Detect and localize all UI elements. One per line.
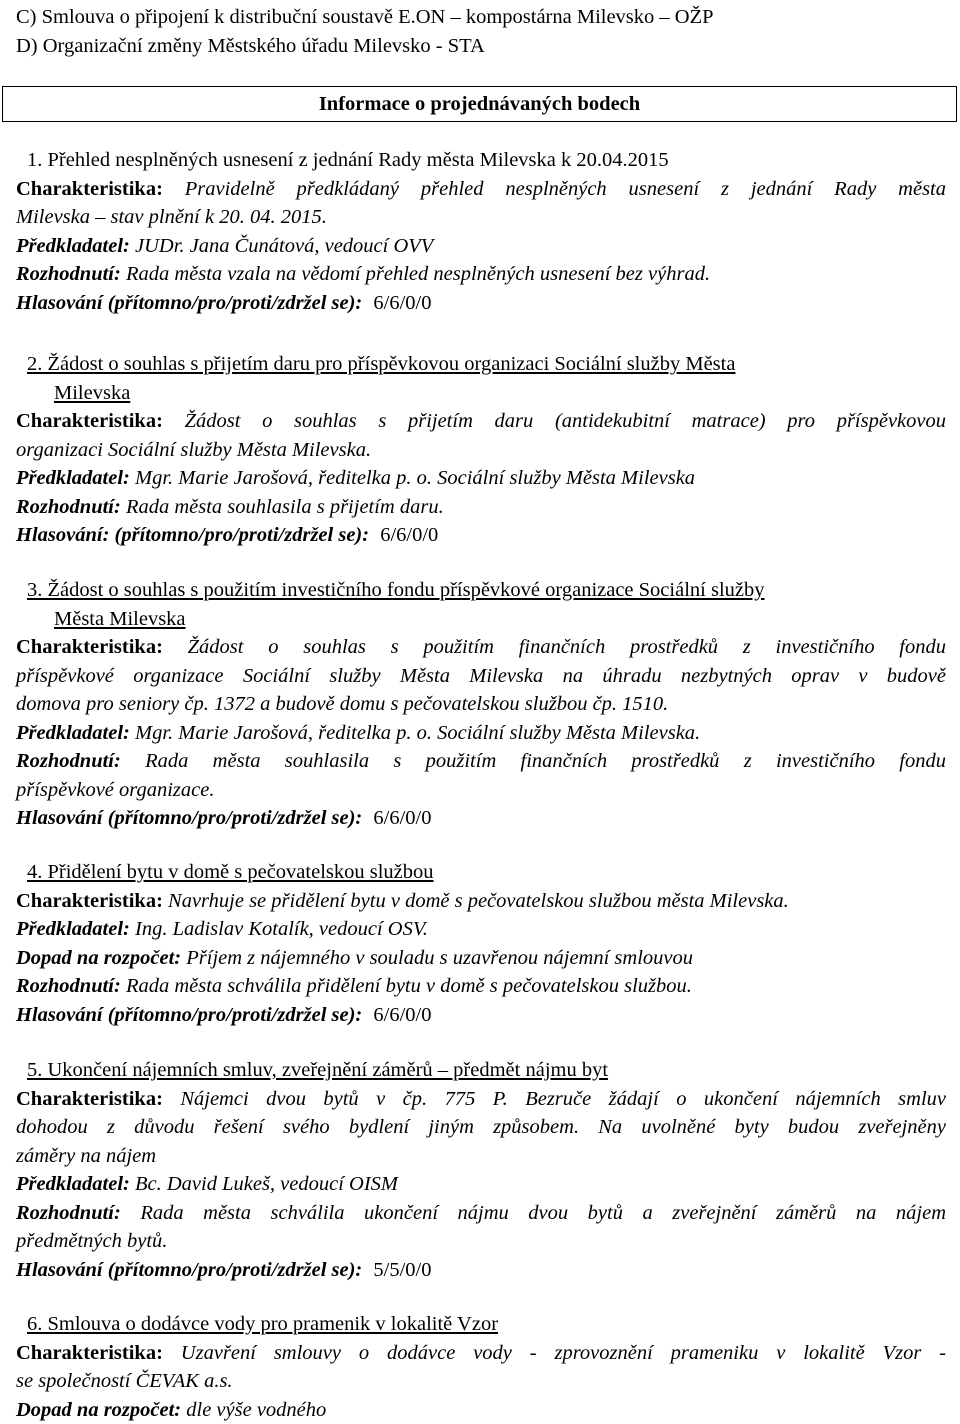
agenda-item-6 (16, 1310, 946, 1424)
item-decision: Rada města schválila ukončení nájmu dvou bytů a zveřejnění záměrů na nájem (140, 1201, 947, 1224)
banner-title: Informace o projednávaných bodech (318, 93, 641, 115)
label-predkladatel: Předkladatel: (16, 1173, 130, 1195)
label-rozhodnuti: Rozhodnutí: (16, 750, 121, 772)
vote-result: 6/6/0/0 (373, 291, 432, 314)
label-rozhodnuti: Rozhodnutí: (16, 495, 121, 518)
item-submitter: Bc. David Lukeš, vedoucí OISM (135, 1173, 398, 1195)
label-hlasovani: Hlasování (přítomno/pro/proti/zdržel se): (16, 291, 363, 314)
item-heading: 4. Přidělení bytu v domě s pečovatelskou službou (27, 861, 434, 883)
item-characteristic-cont2: domova pro seniory čp. 1372 a budově domu s pečovatelskou službou čp. 1510. (16, 693, 669, 715)
item-heading: 1. Přehled nesplněných usnesení z jednání Rady města Milevska k 20.04.2015 (27, 149, 669, 171)
header-line-d: D) Organizační změny Městského úřadu Milevsko - STA (16, 34, 485, 57)
item-decision-cont: předmětných bytů. (16, 1230, 168, 1252)
header-line-c: C) Smlouva o připojení k distribuční soustavě E.ON – kompostárna Milevsko – OŽP (16, 6, 714, 28)
agenda-item-5 (16, 1056, 946, 1284)
item-heading: 6. Smlouva o dodávce vody pro pramenik v lokalitě Vzor (27, 1313, 499, 1335)
item-heading: 5. Ukončení nájemních smluv, zveřejnění záměrů – předmět nájmu byt (27, 1059, 609, 1081)
label-hlasovani: Hlasování (přítomno/pro/proti/zdržel se): (16, 807, 363, 829)
label-hlasovani: Hlasování: (přítomno/pro/proti/zdržel se): (16, 524, 370, 546)
item-characteristic-cont: organizaci Sociální služby Města Milevska. (16, 438, 372, 461)
vote-result: 6/6/0/0 (380, 524, 439, 546)
item-heading: 3. Žádost o souhlas s použitím investičního fondu příspěvkové organizace Sociální služby (27, 579, 765, 601)
label-rozhodnuti: Rozhodnutí: (16, 975, 121, 997)
label-hlasovani: Hlasování (přítomno/pro/proti/zdržel se): (16, 1258, 363, 1281)
item-characteristic-cont: Milevska – stav plnění k 20. 04. 2015. (16, 206, 327, 228)
item-submitter: Mgr. Marie Jarošová, ředitelka p. o. Sociální služby Města Milevska (135, 467, 696, 489)
item-submitter: Ing. Ladislav Kotalík, vedoucí OSV. (135, 918, 428, 940)
label-charakteristika: Charakteristika: (16, 410, 163, 432)
vote-result: 6/6/0/0 (373, 807, 432, 829)
section-banner (2, 86, 957, 122)
vote-result: 5/5/0/0 (373, 1258, 432, 1281)
agenda-item-1 (16, 146, 946, 317)
label-charakteristika: Charakteristika: (16, 177, 163, 200)
item-heading: 2. Žádost o souhlas s přijetím daru pro příspěvkovou organizaci Sociální služby Města (27, 353, 736, 375)
item-characteristic: Žádost o souhlas s přijetím daru (antidekubitní matrace) pro příspěvkovou (184, 410, 946, 432)
label-predkladatel: Předkladatel: (16, 467, 130, 489)
label-predkladatel: Předkladatel: (16, 918, 130, 940)
item-characteristic: Uzavření smlouvy o dodávce vody - zprovoznění prameniku v lokalitě Vzor - (180, 1341, 947, 1364)
item-decision: Rada města souhlasila s přijetím daru. (125, 495, 444, 518)
label-charakteristika: Charakteristika: (16, 636, 163, 658)
item-budget-impact: Příjem z nájemného v souladu s uzavřenou nájemní smlouvou (186, 946, 694, 969)
label-hlasovani: Hlasování (přítomno/pro/proti/zdržel se): (16, 1003, 363, 1026)
label-rozhodnuti: Rozhodnutí: (16, 1201, 121, 1224)
item-characteristic-cont2: záměry na nájem (16, 1144, 157, 1167)
item-characteristic-cont: příspěvkové organizace Sociální služby Města Milevska na úhradu nezbytných oprav v budově (16, 664, 946, 687)
item-characteristic: Navrhuje se přidělení bytu v domě s pečovatelskou službou města Milevska. (168, 889, 789, 912)
item-heading-cont: Milevska (54, 381, 131, 404)
item-characteristic: Nájemci dvou bytů v čp. 775 P. Bezruče žádají o ukončení nájemních smluv (180, 1087, 946, 1110)
agenda-item-2 (16, 350, 946, 550)
item-characteristic: Žádost o souhlas s použitím finančních prostředků z investičního fondu (187, 636, 947, 658)
label-dopad: Dopad na rozpočet: (16, 946, 182, 969)
item-decision-cont: příspěvkové organizace. (16, 778, 215, 801)
item-heading-cont: Města Milevska (54, 607, 186, 630)
label-charakteristika: Charakteristika: (16, 1087, 163, 1110)
label-dopad: Dopad na rozpočet: (16, 1398, 182, 1421)
label-predkladatel: Předkladatel: (16, 721, 130, 744)
agenda-item-3 (16, 576, 946, 833)
label-predkladatel: Předkladatel: (16, 234, 130, 257)
item-characteristic-cont: se společností ČEVAK a.s. (16, 1370, 233, 1392)
label-charakteristika: Charakteristika: (16, 1341, 163, 1364)
label-charakteristika: Charakteristika: (16, 889, 163, 912)
item-characteristic: Pravidelně předkládaný přehled nesplněných usnesení z jednání Rady města (184, 177, 946, 200)
item-characteristic-cont: dohodou z důvodu řešení svého bydlení jiným způsobem. Na uvolněné byty budou zveřejněny (16, 1116, 946, 1138)
document-header (16, 3, 946, 60)
item-decision: Rada města souhlasila s použitím finančních prostředků z investičního fondu (145, 750, 947, 772)
vote-result: 6/6/0/0 (373, 1003, 432, 1026)
agenda-item-4 (16, 858, 946, 1029)
item-submitter: Mgr. Marie Jarošová, ředitelka p. o. Sociální služby Města Milevska. (135, 721, 701, 744)
item-decision: Rada města vzala na vědomí přehled nesplněných usnesení bez výhrad. (125, 263, 711, 285)
label-rozhodnuti: Rozhodnutí: (16, 263, 121, 285)
item-decision: Rada města schválila přidělení bytu v domě s pečovatelskou službou. (125, 975, 692, 997)
item-budget-impact: dle výše vodného (186, 1398, 327, 1421)
item-submitter: JUDr. Jana Čunátová, vedoucí OVV (135, 234, 434, 257)
